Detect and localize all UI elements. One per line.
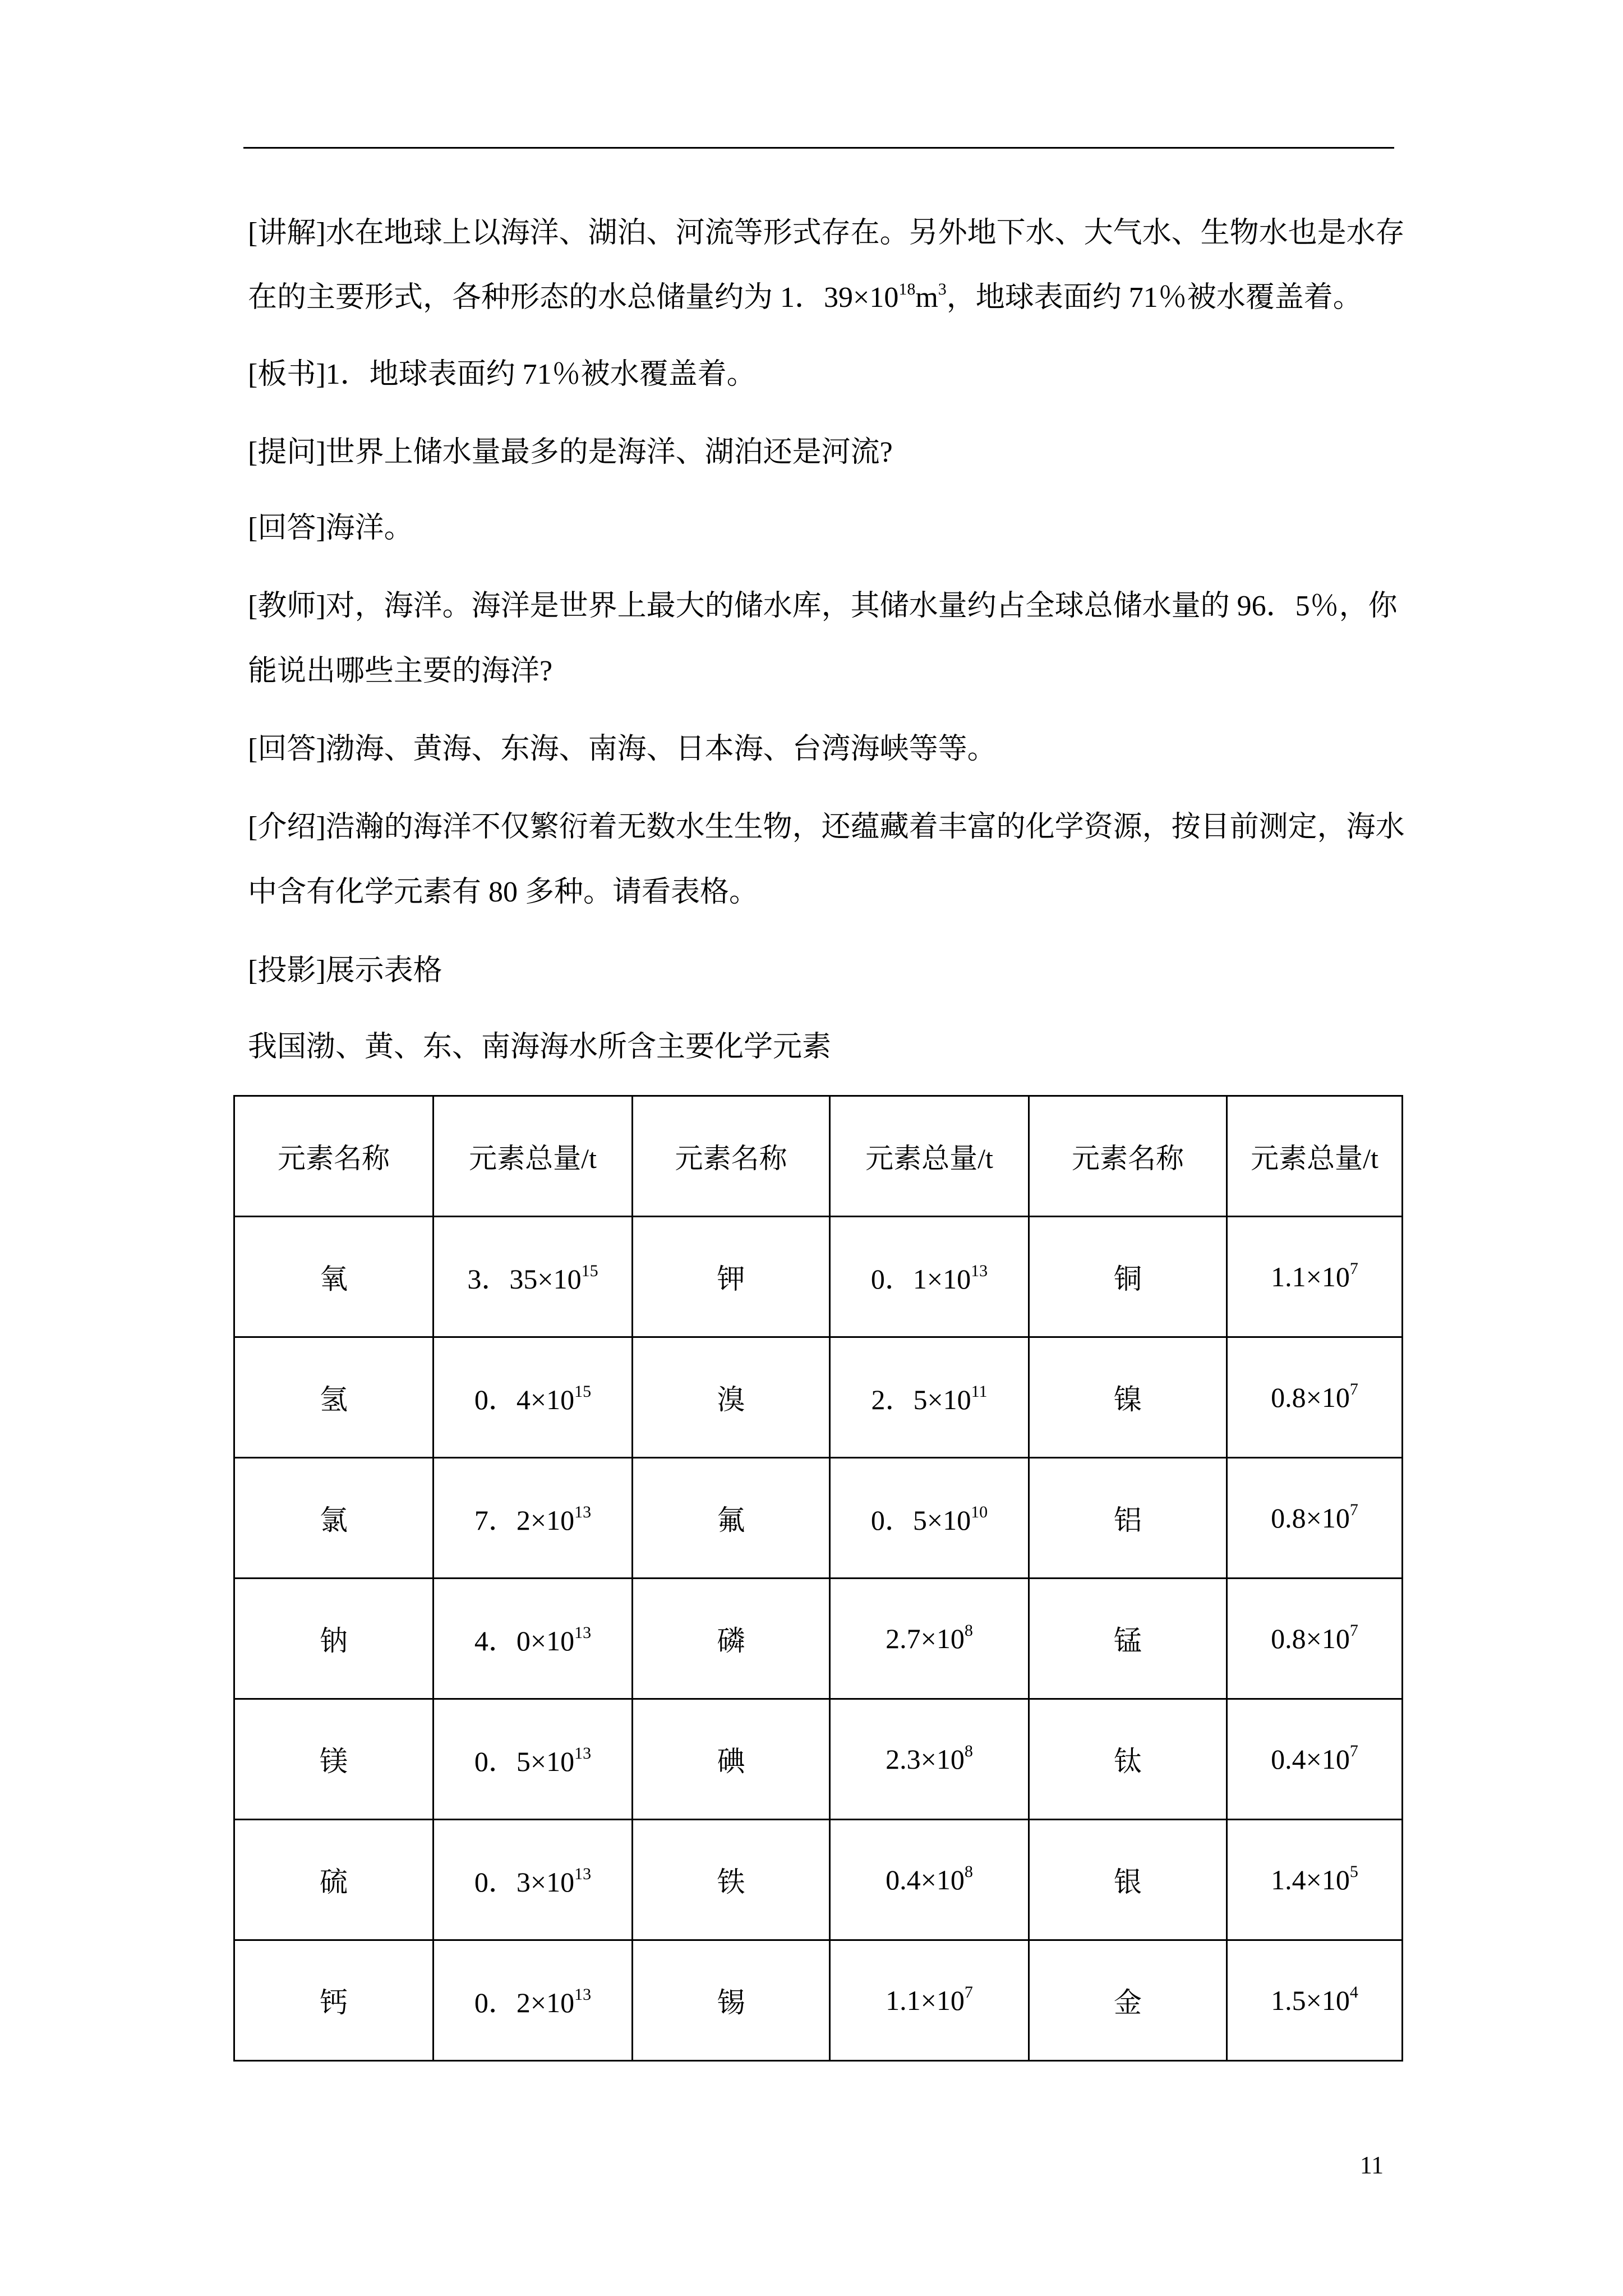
paragraph-question: [提问]世界上储水量最多的是海洋、湖泊还是河流? [248, 436, 893, 468]
paragraph-projection: [投影]展示表格 [248, 955, 442, 987]
element-amount-cell [434, 1820, 633, 1940]
table-row [234, 1820, 1403, 1940]
table-caption: 我国渤、黄、东、南海海水所含主要化学元素 [248, 1031, 832, 1063]
header-rule [243, 147, 1394, 149]
superscript: 3 [938, 280, 947, 298]
amount-base: 0．3×10 [474, 1866, 575, 1898]
amount-exponent: 11 [971, 1382, 988, 1401]
text-segment: ，地球表面约 71％被水覆盖着。 [946, 282, 1362, 314]
amount-exponent: 8 [964, 1621, 973, 1640]
amount-base: 1.1×10 [1271, 1261, 1350, 1292]
amount-base: 1.4×10 [1271, 1864, 1350, 1895]
amount-exponent: 4 [1349, 1983, 1358, 2001]
paragraph-blackboard: [板书]1．地球表面约 71％被水覆盖着。 [248, 358, 756, 390]
element-name-cell: 氯 [234, 1458, 434, 1579]
amount-base: 0.8×10 [1271, 1382, 1350, 1413]
element-name-cell: 钙 [234, 1940, 434, 2061]
element-amount-cell [1227, 1217, 1403, 1337]
text-segment: 在的主要形式，各种形态的水总储量约为 1．39×10 [248, 282, 899, 314]
amount-base: 0.8×10 [1271, 1502, 1350, 1534]
element-name-cell: 碘 [633, 1699, 830, 1820]
amount-base: 2.7×10 [886, 1623, 965, 1654]
element-name-cell: 磷 [633, 1579, 830, 1699]
page-number: 11 [1359, 2151, 1384, 2179]
amount-exponent: 10 [971, 1503, 988, 1521]
amount-base: 0．5×10 [870, 1504, 971, 1536]
element-name-cell: 钠 [234, 1579, 434, 1699]
table-row [234, 1579, 1403, 1699]
amount-exponent: 13 [574, 1503, 592, 1521]
amount-exponent: 15 [581, 1262, 598, 1280]
superscript: 18 [898, 280, 916, 298]
element-amount-cell [1227, 1579, 1403, 1699]
amount-exponent: 13 [574, 1985, 592, 2004]
column-header-element-amount: 元素总量/t [434, 1096, 633, 1217]
table-row [234, 1699, 1403, 1820]
amount-base: 2．5×10 [871, 1384, 971, 1415]
element-amount-cell [830, 1458, 1029, 1579]
column-header-element-name: 元素名称 [633, 1096, 830, 1217]
element-name-cell: 铜 [1029, 1217, 1227, 1337]
column-header-element-name: 元素名称 [1029, 1096, 1227, 1217]
amount-exponent: 8 [964, 1862, 973, 1881]
paragraph-explanation-line-1: [讲解]水在地球上以海洋、湖泊、河流等形式存在。另外地下水、大气水、生物水也是水存 [248, 217, 1405, 249]
element-name-cell: 溴 [633, 1337, 830, 1458]
element-amount-cell [1227, 1458, 1403, 1579]
amount-exponent: 7 [1349, 1501, 1358, 1519]
column-header-element-name: 元素名称 [234, 1096, 434, 1217]
paragraph-introduction-line-1: [介绍]浩瀚的海洋不仅繁衍着无数水生生物，还蕴藏着丰富的化学资源，按目前测定，海水 [248, 811, 1405, 843]
element-amount-cell [434, 1337, 633, 1458]
element-name-cell: 钾 [633, 1217, 830, 1337]
amount-base: 0．4×10 [474, 1384, 575, 1415]
amount-exponent: 7 [1349, 1742, 1358, 1760]
element-amount-cell [1227, 1940, 1403, 2061]
element-name-cell: 锰 [1029, 1579, 1227, 1699]
amount-base: 1.1×10 [886, 1985, 965, 2016]
amount-base: 3．35×10 [467, 1263, 582, 1295]
element-amount-cell [830, 1217, 1029, 1337]
element-name-cell: 锡 [633, 1940, 830, 2061]
amount-base: 4．0×10 [474, 1625, 575, 1657]
element-name-cell: 氟 [633, 1458, 830, 1579]
paragraph-answer-1: [回答]海洋。 [248, 512, 413, 544]
paragraph-teacher-line-1: [教师]对，海洋。海洋是世界上最大的储水库，其储水量约占全球总储水量的 96．5％，你 [248, 590, 1398, 622]
element-name-cell: 镁 [234, 1699, 434, 1820]
amount-base: 0.4×10 [886, 1864, 965, 1895]
element-amount-cell [1227, 1337, 1403, 1458]
element-name-cell: 氢 [234, 1337, 434, 1458]
element-amount-cell [1227, 1820, 1403, 1940]
element-amount-cell [434, 1458, 633, 1579]
amount-exponent: 13 [971, 1262, 988, 1280]
element-amount-cell [830, 1940, 1029, 2061]
element-name-cell: 铝 [1029, 1458, 1227, 1579]
element-amount-cell [830, 1820, 1029, 1940]
table-row [234, 1337, 1403, 1458]
amount-exponent: 8 [964, 1742, 973, 1760]
text-segment: m [915, 282, 938, 314]
amount-exponent: 13 [574, 1623, 592, 1642]
amount-exponent: 13 [574, 1865, 592, 1883]
element-name-cell: 银 [1029, 1820, 1227, 1940]
element-amount-cell [830, 1579, 1029, 1699]
amount-exponent: 13 [574, 1744, 592, 1763]
amount-exponent: 7 [1349, 1621, 1358, 1640]
amount-base: 0．5×10 [474, 1746, 575, 1777]
element-amount-cell [434, 1579, 633, 1699]
column-header-element-amount: 元素总量/t [1227, 1096, 1403, 1217]
seawater-elements-table [233, 1095, 1403, 2062]
amount-base: 0.8×10 [1271, 1623, 1350, 1654]
amount-exponent: 7 [1349, 1259, 1358, 1278]
amount-exponent: 7 [964, 1983, 973, 2001]
amount-base: 1.5×10 [1271, 1985, 1350, 2016]
amount-base: 0．2×10 [474, 1987, 575, 2018]
element-amount-cell [1227, 1699, 1403, 1820]
amount-base: 2.3×10 [886, 1743, 965, 1775]
element-name-cell: 钛 [1029, 1699, 1227, 1820]
table-row [234, 1217, 1403, 1337]
element-name-cell: 氧 [234, 1217, 434, 1337]
element-name-cell: 铁 [633, 1820, 830, 1940]
element-amount-cell [830, 1699, 1029, 1820]
paragraph-introduction-line-2: 中含有化学元素有 80 多种。请看表格。 [248, 876, 759, 908]
paragraph-explanation-line-2 [248, 278, 1362, 318]
element-amount-cell [434, 1699, 633, 1820]
amount-base: 0.4×10 [1271, 1743, 1350, 1775]
amount-exponent: 15 [574, 1382, 592, 1401]
element-amount-cell [830, 1337, 1029, 1458]
element-amount-cell [434, 1217, 633, 1337]
element-name-cell: 硫 [234, 1820, 434, 1940]
table-row [234, 1458, 1403, 1579]
table-header-row [234, 1096, 1403, 1217]
paragraph-answer-2: [回答]渤海、黄海、东海、南海、日本海、台湾海峡等等。 [248, 733, 997, 765]
element-name-cell: 镍 [1029, 1337, 1227, 1458]
column-header-element-amount: 元素总量/t [830, 1096, 1029, 1217]
amount-exponent: 5 [1349, 1862, 1358, 1881]
amount-base: 7．2×10 [474, 1504, 575, 1536]
amount-base: 0．1×10 [870, 1263, 971, 1295]
amount-exponent: 7 [1349, 1380, 1358, 1398]
element-name-cell: 金 [1029, 1940, 1227, 2061]
table-row [234, 1940, 1403, 2061]
paragraph-teacher-line-2: 能说出哪些主要的海洋? [248, 655, 553, 687]
element-amount-cell [434, 1940, 633, 2061]
